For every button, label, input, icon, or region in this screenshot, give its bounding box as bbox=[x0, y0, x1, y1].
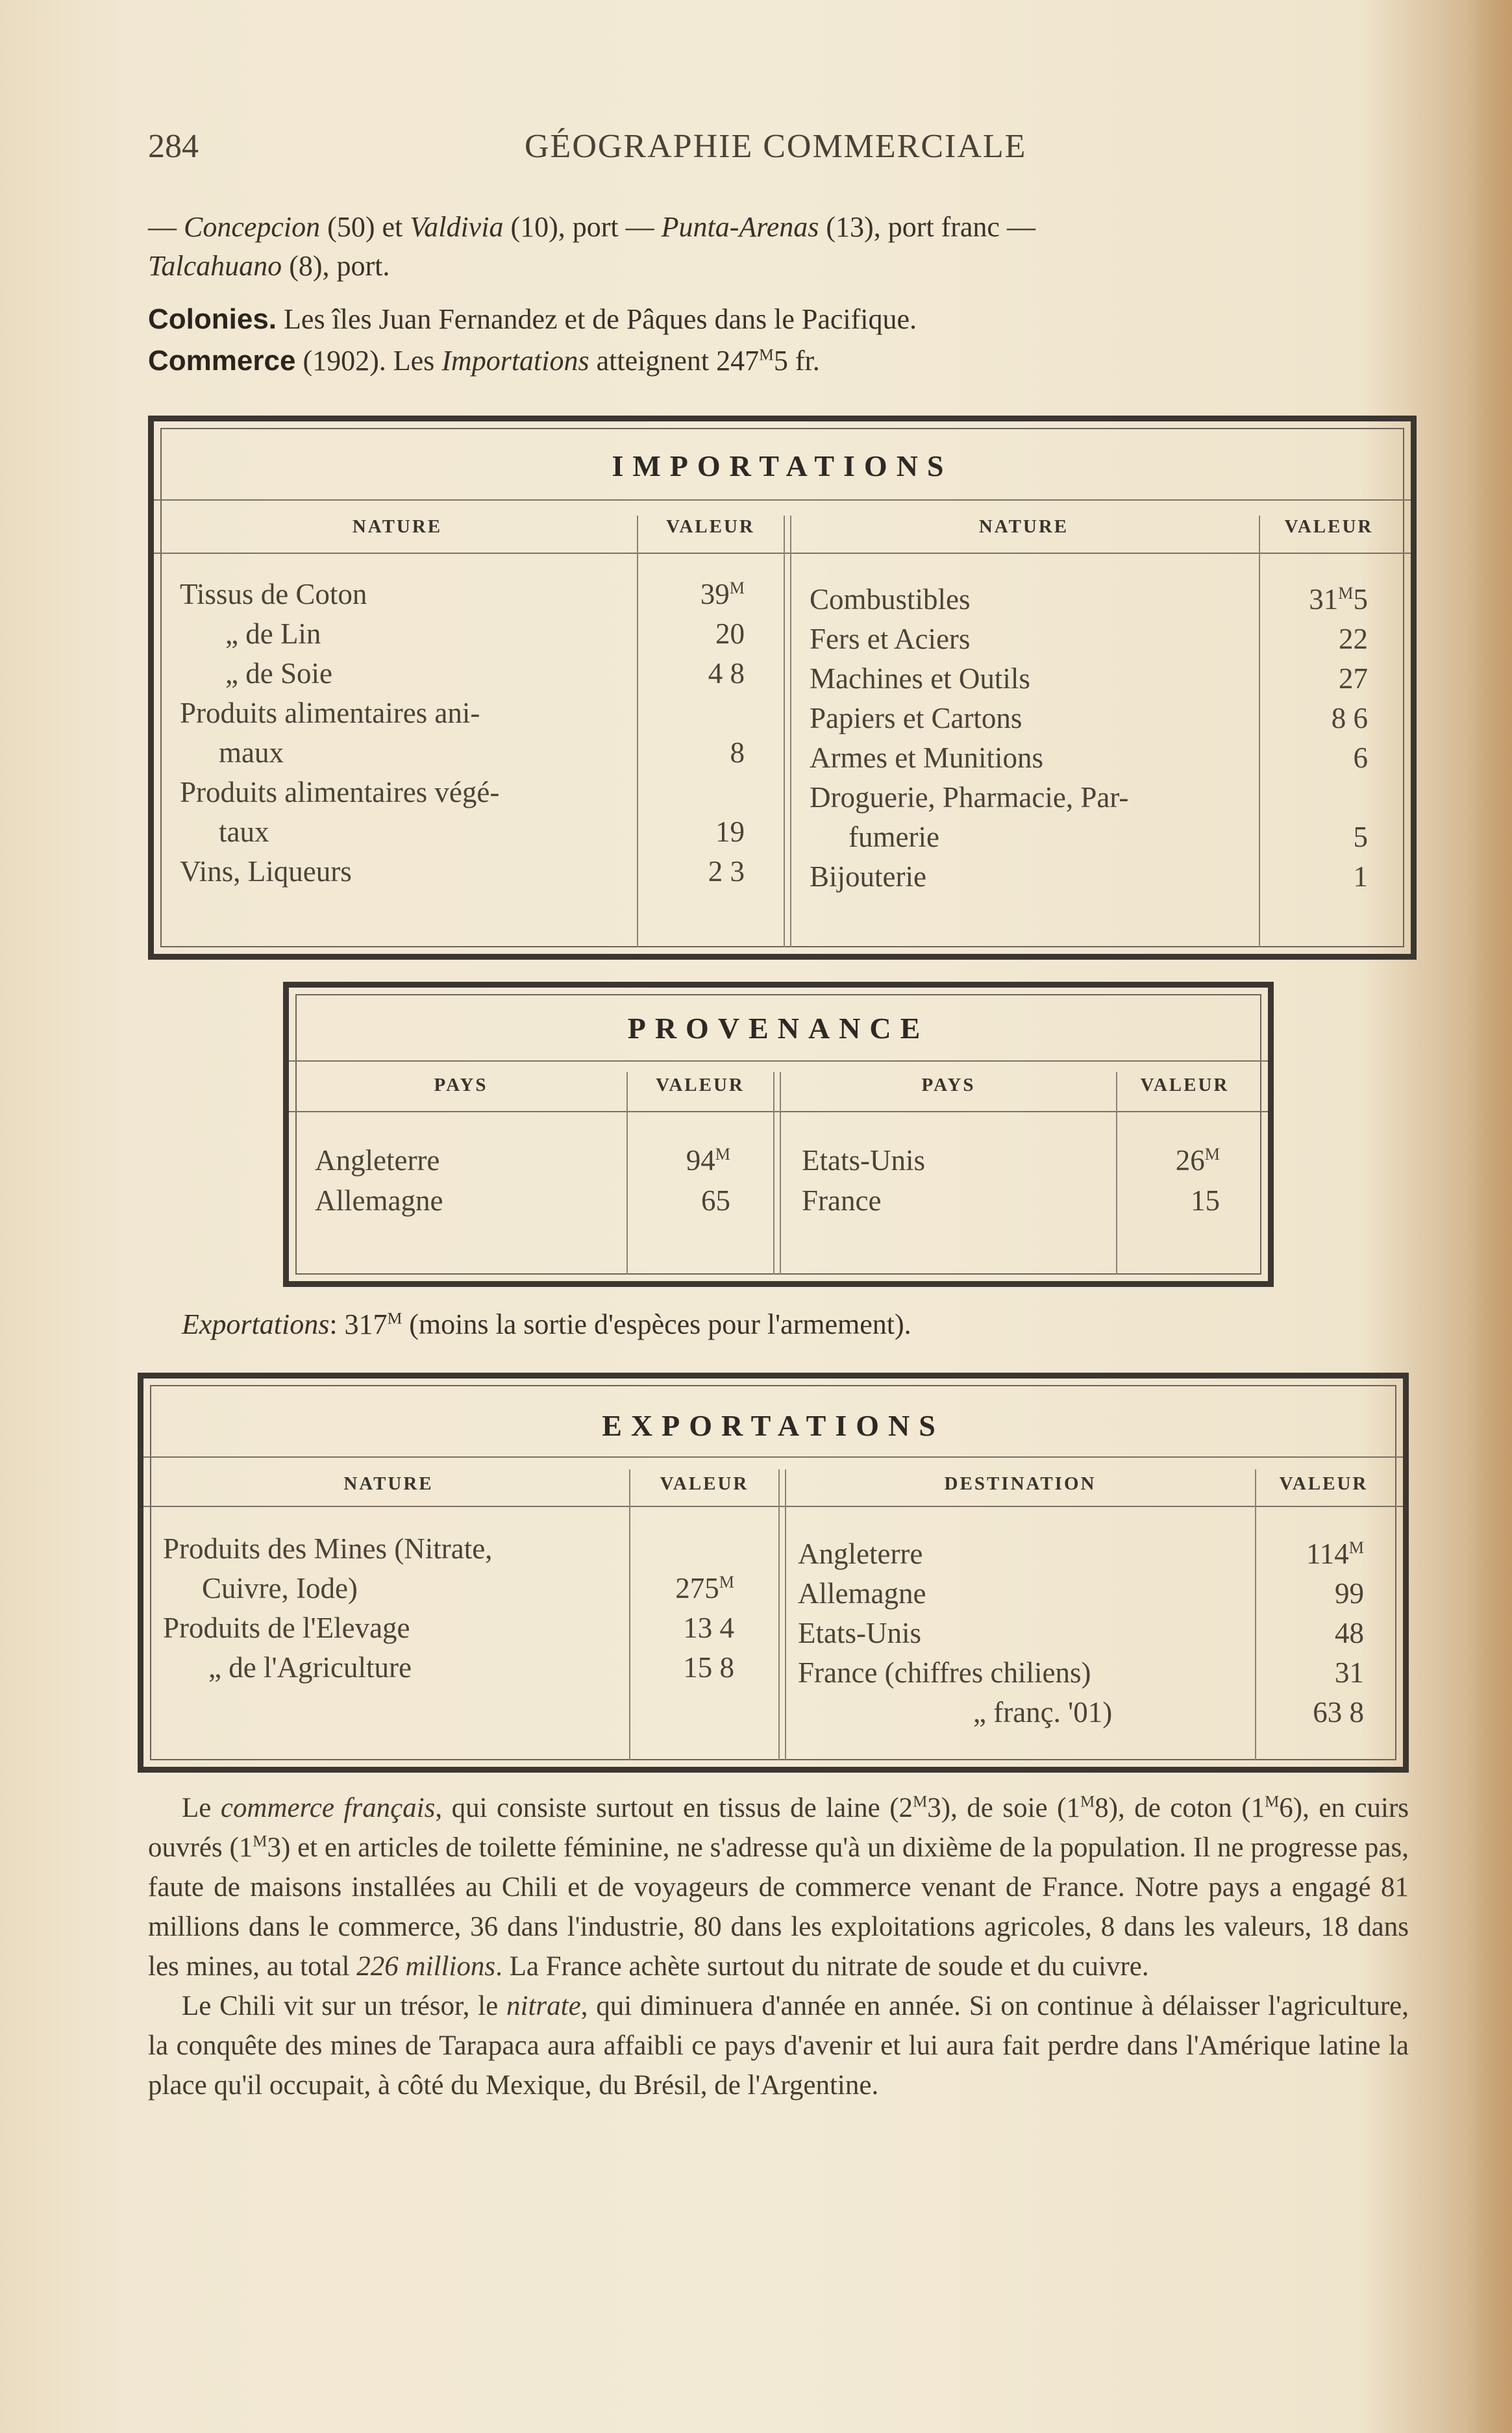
country-name: Allemagne bbox=[315, 1184, 443, 1217]
table-title: EXPORTATIONS bbox=[602, 1409, 945, 1442]
import-nature: Papiers et Cartons bbox=[810, 702, 1022, 734]
import-value: 8 bbox=[730, 736, 745, 769]
import-nature: „ de Soie bbox=[225, 657, 332, 690]
export-destination: Etats-Unis bbox=[798, 1617, 921, 1649]
export-destination: France (chiffres chiliens) bbox=[798, 1656, 1091, 1689]
million-sup: M bbox=[387, 1308, 403, 1328]
col-divider bbox=[637, 516, 638, 947]
import-nature: Tissus de Coton bbox=[180, 578, 367, 610]
intro-line-1 bbox=[148, 208, 1035, 247]
import-nature: taux bbox=[219, 816, 269, 848]
import-nature: „ de Lin bbox=[225, 618, 321, 650]
header-valeur: VALEUR bbox=[1279, 1473, 1369, 1494]
col-divider bbox=[629, 1469, 630, 1760]
importations-word: Importations bbox=[441, 345, 589, 377]
header-valeur: VALEUR bbox=[1140, 1075, 1230, 1095]
import-value: 5 bbox=[1353, 821, 1368, 853]
colonies-label: Colonies. bbox=[148, 303, 277, 335]
exportations-text: : 317 bbox=[329, 1308, 388, 1340]
header-nature: NATURE bbox=[352, 516, 443, 537]
page-number: 284 bbox=[148, 128, 199, 165]
provenance-table bbox=[283, 982, 1274, 1287]
import-value: 27 bbox=[1339, 662, 1368, 695]
header-destination: DESTINATION bbox=[944, 1473, 1097, 1494]
col-divider bbox=[773, 1072, 775, 1275]
header-pays: PAYS bbox=[921, 1075, 976, 1095]
million-sup: M bbox=[759, 345, 774, 364]
col-divider bbox=[785, 1469, 786, 1760]
import-value: 4 8 bbox=[708, 657, 745, 690]
export-value: $275^M$ bbox=[675, 1572, 734, 1604]
import-nature: Armes et Munitions bbox=[810, 742, 1043, 774]
city-valdivia: Valdivia bbox=[410, 211, 504, 243]
import-value: 2 3 bbox=[708, 855, 745, 888]
running-header bbox=[148, 127, 1420, 173]
col-divider bbox=[790, 516, 791, 947]
intro-text: (50) et bbox=[320, 211, 410, 243]
emphasis: commerce français bbox=[220, 1793, 436, 1823]
col-divider bbox=[1255, 1469, 1256, 1760]
rule bbox=[289, 1111, 1268, 1112]
body-text bbox=[148, 1788, 1409, 2105]
import-nature: Produits alimentaires végé- bbox=[180, 776, 500, 808]
export-nature: Cuivre, Iode) bbox=[202, 1572, 358, 1604]
commerce-label: Commerce bbox=[148, 345, 296, 377]
col-divider bbox=[784, 516, 785, 947]
export-nature: „ de l'Agriculture bbox=[208, 1651, 412, 1684]
emphasis: 226 millions bbox=[356, 1951, 496, 1982]
intro-text: (8), port. bbox=[282, 250, 390, 282]
export-destination: Angleterre bbox=[798, 1538, 923, 1570]
rule bbox=[154, 499, 1411, 501]
header-nature: NATURE bbox=[343, 1473, 434, 1494]
import-value: 20 bbox=[715, 618, 745, 650]
city-punta-arenas: Punta-Arenas bbox=[661, 211, 819, 243]
page-edge-shadow bbox=[1467, 0, 1512, 2433]
commerce-text: atteignent 247 bbox=[589, 345, 760, 377]
country-value: $26^M$ bbox=[1175, 1144, 1220, 1177]
col-divider bbox=[1116, 1072, 1117, 1275]
import-nature: Vins, Liqueurs bbox=[180, 855, 352, 888]
colonies-line bbox=[148, 300, 917, 339]
col-divider bbox=[778, 1469, 780, 1760]
commerce-line bbox=[148, 342, 820, 381]
import-value: 22 bbox=[1339, 623, 1368, 655]
page-title: GÉOGRAPHIE COMMERCIALE bbox=[525, 128, 1027, 165]
header-pays: PAYS bbox=[434, 1075, 488, 1095]
colonies-text: Les îles Juan Fernandez et de Pâques dans le Pacifique. bbox=[277, 303, 917, 335]
intro-line-2 bbox=[148, 247, 390, 286]
rule bbox=[143, 1456, 1403, 1458]
header-valeur: VALEUR bbox=[656, 1075, 745, 1095]
country-value: $94^M$ bbox=[686, 1144, 730, 1177]
exportations-word: Exportations bbox=[182, 1308, 330, 1340]
paragraph-commerce: Le commerce français, qui consiste surtout en tissus de laine $(2^M3)$, de soie $(1^M8)$, de coton $(1^M6)$, en cuirs ouvrés $(1^M3)$ et en articles de toilette féminine, ne s'adresse qu'à un dixième de la population. Il ne progresse pas, faute de maisons installées au Chili et de voyageurs de commerce venant de France. Notre pays a engagé 81 millions dans le commerce, 36 dans l'industrie, 80 dans les exploitations agricoles, 8 dans les valeurs, 18 dans les mines, au total 226 millions. La France achète surtout du nitrate de soude et du cuivre. bbox=[148, 1793, 1409, 1982]
rule bbox=[143, 1506, 1403, 1507]
col-divider bbox=[626, 1072, 628, 1275]
country-name: Etats-Unis bbox=[802, 1144, 925, 1177]
city-concepcion: Concepcion bbox=[184, 211, 321, 243]
import-nature: Produits alimentaires ani- bbox=[180, 697, 480, 729]
country-name: Angleterre bbox=[315, 1144, 440, 1177]
import-nature: maux bbox=[219, 736, 284, 769]
exportations-text: (moins la sortie d'espèces pour l'armement). bbox=[402, 1308, 911, 1340]
city-talcahuano: Talcahuano bbox=[148, 250, 282, 282]
exportations-line bbox=[182, 1305, 911, 1344]
import-nature: Combustibles bbox=[810, 583, 971, 616]
export-value: 13 4 bbox=[683, 1612, 734, 1644]
import-nature: Machines et Outils bbox=[810, 662, 1030, 695]
table-title: PROVENANCE bbox=[627, 1012, 930, 1045]
country-value: 65 bbox=[701, 1184, 730, 1217]
header-valeur: VALEUR bbox=[666, 516, 755, 537]
import-value: 1 bbox=[1353, 860, 1368, 893]
exportations-table bbox=[138, 1373, 1409, 1773]
table-title: IMPORTATIONS bbox=[612, 449, 953, 482]
export-value: 15 8 bbox=[683, 1651, 734, 1684]
export-value: $114^M$ bbox=[1306, 1538, 1364, 1570]
header-valeur: VALEUR bbox=[1284, 516, 1374, 537]
country-value: 15 bbox=[1191, 1184, 1220, 1217]
rule bbox=[154, 553, 1411, 554]
import-value: $31^M5$ bbox=[1309, 583, 1368, 616]
export-nature: Produits de l'Elevage bbox=[163, 1612, 410, 1644]
rule bbox=[289, 1060, 1268, 1062]
commerce-text: 5 fr. bbox=[773, 345, 820, 377]
import-value: $39^M$ bbox=[700, 578, 745, 610]
paragraph-nitrate: Le Chili vit sur un trésor, le nitrate, qui diminuera d'année en année. Si on continue à délaisser l'agriculture, la conquête des mines de Tarapaca aura affaibli ce pays d'avenir et lui aura fait perdre dans l'Amérique latine la place qu'il occupait, à côté du Mexique, du Brésil, de l'Argentine. bbox=[148, 1991, 1409, 2101]
export-value: 99 bbox=[1335, 1577, 1364, 1610]
export-value: 63 8 bbox=[1313, 1696, 1364, 1728]
dash: — bbox=[148, 211, 177, 243]
import-nature: Droguerie, Pharmacie, Par- bbox=[810, 781, 1129, 814]
intro-text: (13), port franc — bbox=[819, 211, 1035, 243]
import-value: 19 bbox=[715, 816, 745, 848]
emphasis: nitrate bbox=[506, 1991, 581, 2021]
import-value: 6 bbox=[1353, 742, 1368, 774]
country-name: France bbox=[802, 1184, 882, 1217]
commerce-text: (1902). Les bbox=[295, 345, 442, 377]
intro-text: (10), port — bbox=[503, 211, 662, 243]
header-nature: NATURE bbox=[978, 516, 1069, 537]
import-nature: Bijouterie bbox=[810, 860, 926, 893]
col-divider bbox=[1259, 516, 1260, 947]
import-nature: Fers et Aciers bbox=[810, 623, 971, 655]
export-value: 48 bbox=[1335, 1617, 1364, 1649]
col-divider bbox=[780, 1072, 781, 1275]
export-value: 31 bbox=[1335, 1656, 1364, 1689]
export-destination: „ franç. '01) bbox=[973, 1696, 1113, 1728]
export-nature: Produits des Mines (Nitrate, bbox=[163, 1532, 493, 1565]
import-nature: fumerie bbox=[849, 821, 939, 853]
header-valeur: VALEUR bbox=[660, 1473, 749, 1494]
export-destination: Allemagne bbox=[798, 1577, 926, 1610]
importations-table bbox=[148, 416, 1417, 960]
import-value: 8 6 bbox=[1331, 702, 1368, 734]
